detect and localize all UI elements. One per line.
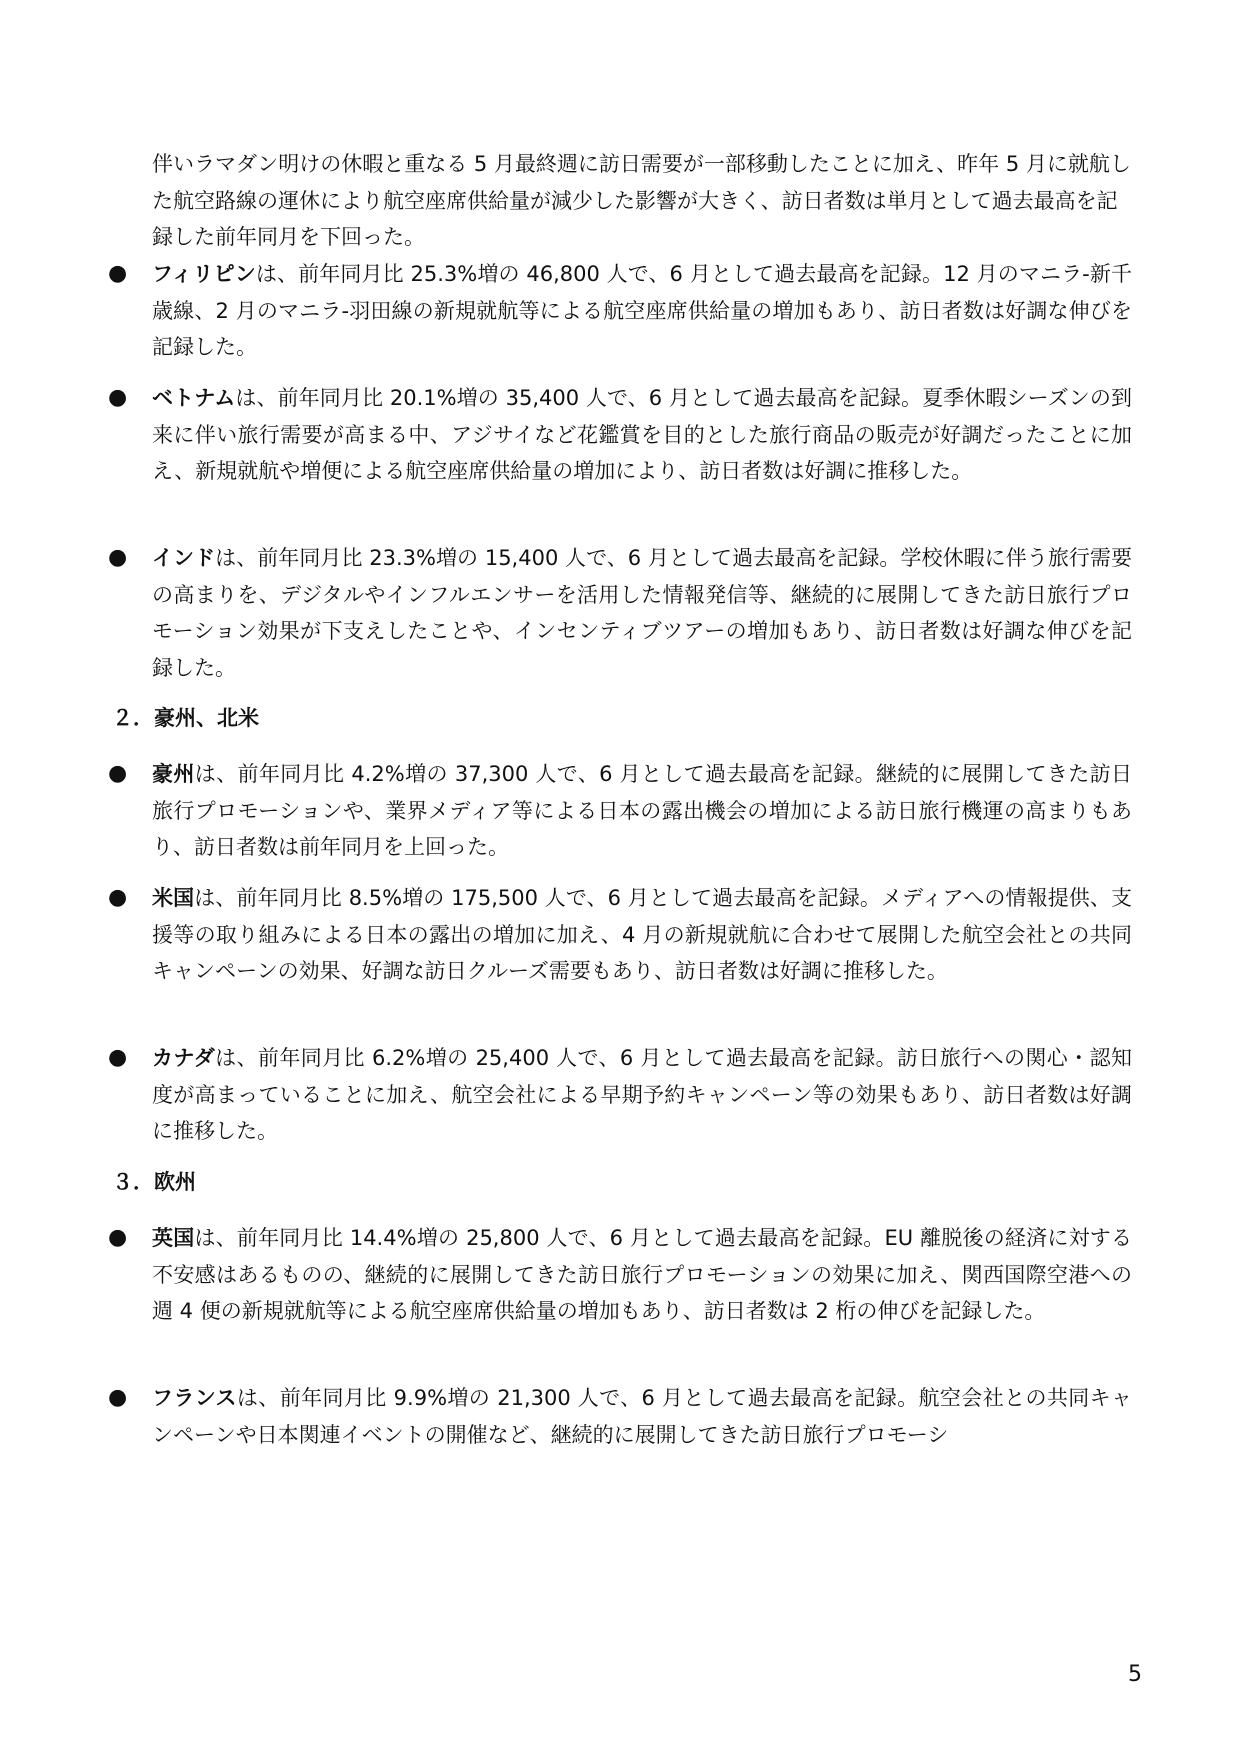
country-name: 豪州 xyxy=(152,762,195,786)
continuation-paragraph: 伴いラマダン明けの休暇と重なる 5 月最終週に訪日需要が一部移動したことに加え、昨年 5 月に就航した航空路線の運休により航空座席供給量が減少した影響が大きく、訪日者数は単月として過去最高を記録した前年同月を下回った。 xyxy=(152,152,1131,249)
list-item-text xyxy=(152,380,1132,490)
page-number: 5 xyxy=(1128,1662,1142,1687)
list-item-uk xyxy=(108,1220,1132,1330)
country-name: フランス xyxy=(152,1386,237,1410)
item-body: は、前年同月比 23.3%増の 15,400 人で、6 月として過去最高を記録。学校休暇に伴う旅行需要の高まりを、デジタルやインフルエンサーを活用した情報発信等、継続的に展開してきた訪日旅行プロモーション効果が下支えしたことや、インセンティブツアーの増加もあり、訪日者数は好調な伸びを記録した。 xyxy=(152,546,1132,680)
list-item-usa xyxy=(108,880,1132,990)
list-item-text xyxy=(152,540,1132,686)
item-body: は、前年同月比 14.4%増の 25,800 人で、6 月として過去最高を記録。EU 離脱後の経済に対する不安感はあるものの、継続的に展開してきた訪日旅行プロモーションの効果に加え、関西国際空港への週 4 便の新規就航等による航空座席供給量の増加もあり、訪日者数は 2 桁の伸びを記録した。 xyxy=(152,1226,1132,1323)
list-item-text xyxy=(152,256,1132,366)
country-name: 英国 xyxy=(152,1226,195,1250)
list-item-text xyxy=(152,1040,1132,1150)
list-item-philippines xyxy=(108,256,1132,366)
list-item-australia xyxy=(108,756,1132,866)
bullet-icon: ● xyxy=(108,1045,128,1070)
list-item-text xyxy=(152,880,1132,990)
list-item-india xyxy=(108,540,1132,686)
list-item-text xyxy=(152,756,1132,866)
item-body: は、前年同月比 9.9%増の 21,300 人で、6 月として過去最高を記録。航空会社との共同キャンペーンや日本関連イベントの開催など、継続的に展開してきた訪日旅行プロモーシ xyxy=(152,1386,1132,1447)
list-item-france xyxy=(108,1380,1132,1453)
list-item-text xyxy=(152,1380,1132,1453)
bullet-icon: ● xyxy=(108,385,128,410)
bullet-icon: ● xyxy=(108,885,128,910)
country-name: インド xyxy=(152,546,216,570)
section-heading-oceania-north-america: ２．豪州、北米 xyxy=(112,706,259,730)
country-name: ベトナム xyxy=(152,386,236,410)
item-body: は、前年同月比 8.5%増の 175,500 人で、6 月として過去最高を記録。メディアへの情報提供、支援等の取り組みによる日本の露出の増加に加え、4 月の新規就航に合わせて展開した航空会社との共同キャンペーンの効果、好調な訪日クルーズ需要もあり、訪日者数は好調に推移した。 xyxy=(152,886,1132,983)
bullet-icon: ● xyxy=(108,545,128,570)
list-item-canada xyxy=(108,1040,1132,1150)
country-name: フィリピン xyxy=(152,262,256,286)
list-item-text xyxy=(152,1220,1132,1330)
bullet-icon: ● xyxy=(108,761,128,786)
item-body: は、前年同月比 20.1%増の 35,400 人で、6 月として過去最高を記録。夏季休暇シーズンの到来に伴い旅行需要が高まる中、アジサイなど花鑑賞を目的とした旅行商品の販売が好調だったことに加え、新規就航や増便による航空座席供給量の増加により、訪日者数は好調に推移した。 xyxy=(152,386,1132,483)
item-body: は、前年同月比 25.3%増の 46,800 人で、6 月として過去最高を記録。12 月のマニラ-新千歳線、2 月のマニラ-羽田線の新規就航等による航空座席供給量の増加もあり、訪日者数は好調な伸びを記録した。 xyxy=(152,262,1132,359)
bullet-icon: ● xyxy=(108,261,128,286)
country-name: 米国 xyxy=(152,886,195,910)
section-heading-europe: ３．欧州 xyxy=(112,1170,196,1194)
country-name: カナダ xyxy=(152,1046,216,1070)
bullet-icon: ● xyxy=(108,1385,128,1410)
list-item-vietnam xyxy=(108,380,1132,490)
item-body: は、前年同月比 6.2%増の 25,400 人で、6 月として過去最高を記録。訪日旅行への関心・認知度が高まっていることに加え、航空会社による早期予約キャンペーン等の効果もあり、訪日者数は好調に推移した。 xyxy=(152,1046,1132,1143)
item-body: は、前年同月比 4.2%増の 37,300 人で、6 月として過去最高を記録。継続的に展開してきた訪日旅行プロモーションや、業界メディア等による日本の露出機会の増加による訪日旅行機運の高まりもあり、訪日者数は前年同月を上回った。 xyxy=(152,762,1132,859)
bullet-icon: ● xyxy=(108,1225,128,1250)
